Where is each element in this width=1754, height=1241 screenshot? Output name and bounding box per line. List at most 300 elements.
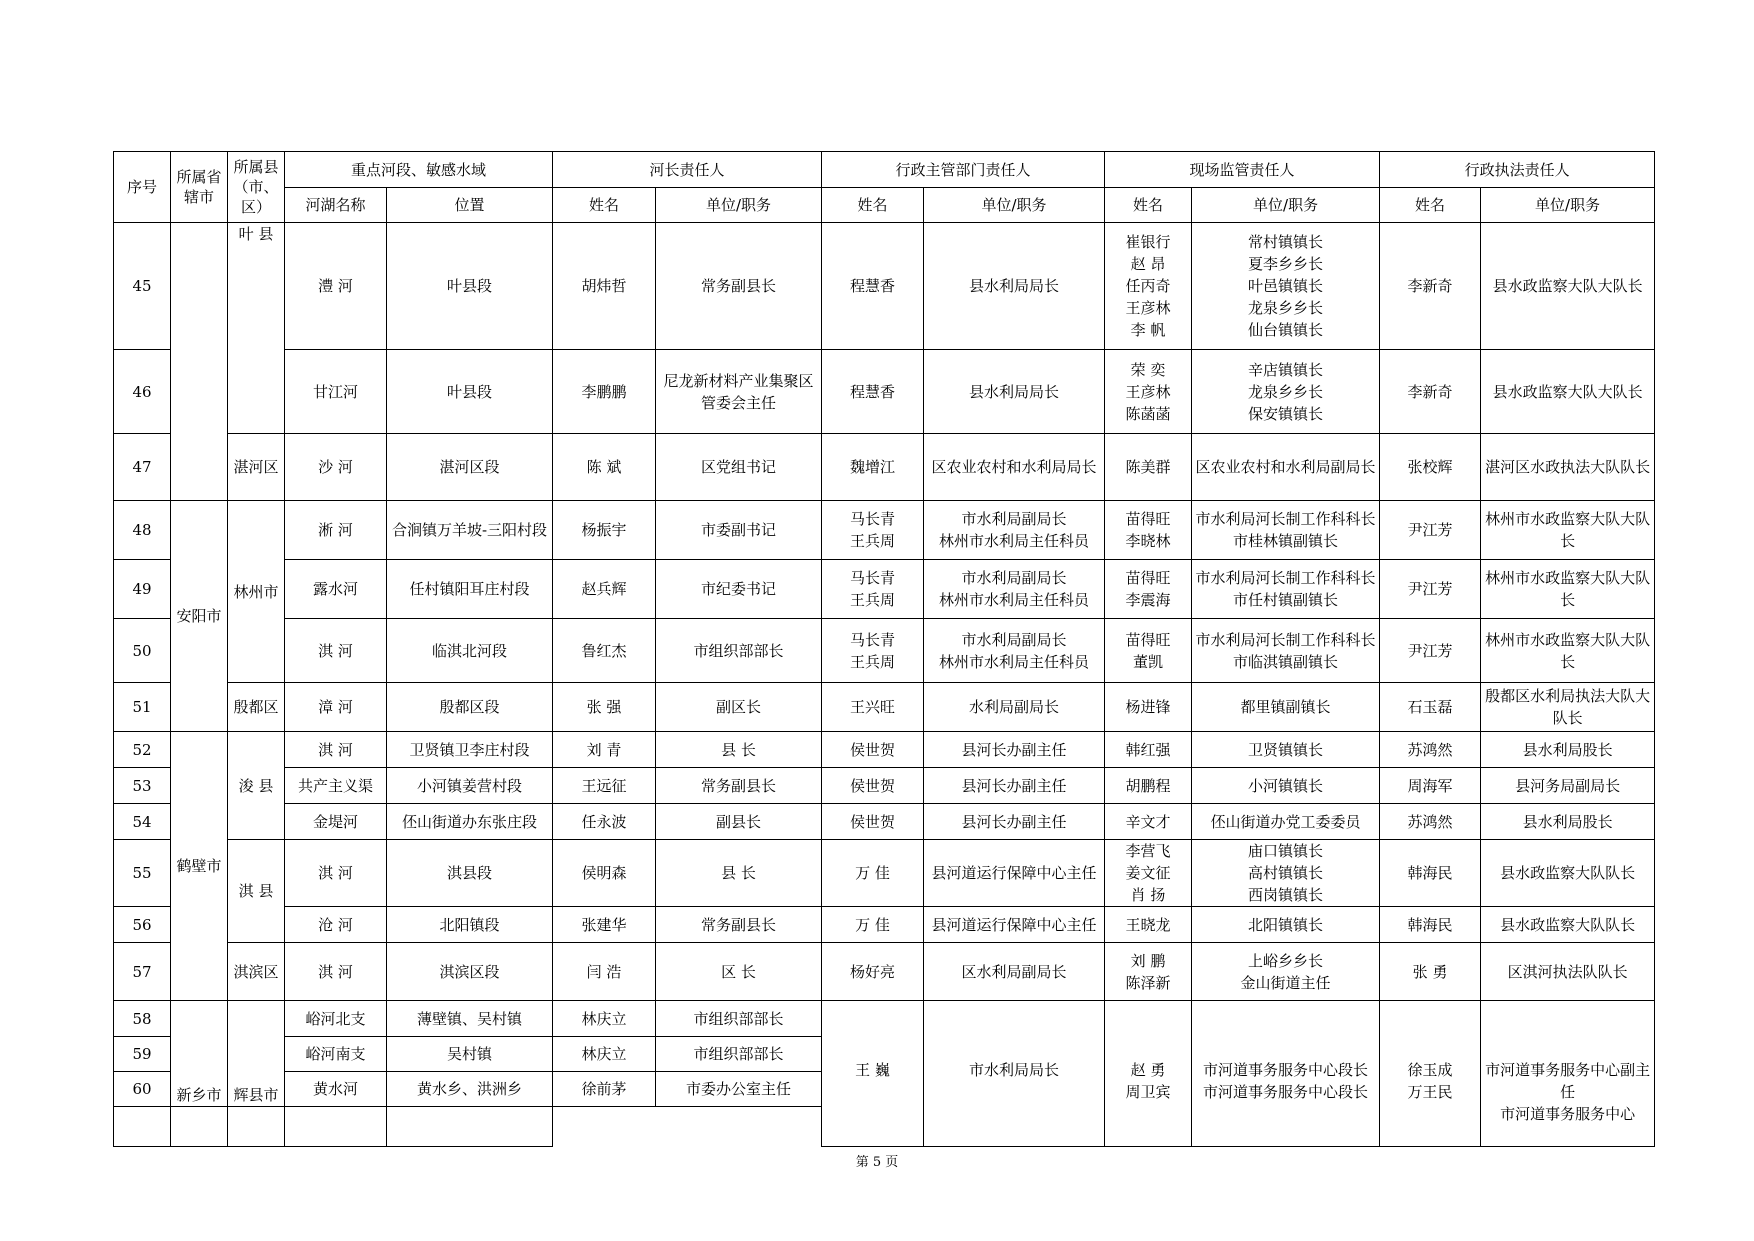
supervision-post-cell-text: 辛店镇镇长 龙泉乡乡长 保安镇镇长 [1248,360,1324,423]
chief-name-cell-text: 任永波 [581,812,627,831]
river-chief-table-sheet [113,151,1654,1123]
location-cell-text: 湛河区段 [439,458,500,476]
chief-post-cell-text: 市委副书记 [701,521,777,539]
chief-post-cell [656,840,822,907]
table-row [114,683,1655,732]
chief-name-cell [553,1001,656,1037]
location-cell-text: 叶县段 [447,277,493,295]
table-row [114,907,1655,943]
supervision-name-cell-text: 刘 鹏 陈泽新 [1125,951,1171,992]
city-cell-xinxiang-text: 新乡市 [176,1086,222,1104]
row-seq-text: 46 [132,382,152,401]
admin-post-cell-text: 县水利局局长 [969,277,1060,295]
admin-post-cell [924,907,1105,943]
enforcement-name-cell-shared-text: 徐玉成 万王民 [1407,1061,1453,1101]
row-seq [114,434,171,501]
chief-post-cell-text: 市纪委书记 [701,580,777,598]
river-name-cell [285,907,387,943]
supervision-post-cell [1192,501,1380,560]
row-seq-text: 53 [132,776,152,795]
city-cell-blank [171,223,228,501]
river-name-cell-text: 露水河 [312,580,358,598]
row-seq-text: 58 [132,1009,152,1028]
location-cell [387,434,553,501]
enforcement-post-cell-text: 县河务局副局长 [1515,776,1621,795]
county-cell-jun [228,732,285,840]
supervision-post-cell-text: 伾山街道办党工委委员 [1210,812,1361,831]
table-row [114,350,1655,434]
table-row [114,943,1655,1001]
chief-name-cell-text: 鲁红杰 [581,641,627,660]
location-cell [387,1072,553,1107]
county-cell-qi-text: 淇 县 [238,882,274,900]
admin-name-cell [822,434,924,501]
admin-post-cell-text: 市水利局副局长 林州市水利局主任科员 [939,630,1090,671]
location-cell-text: 淇滨区段 [439,962,500,981]
enforcement-name-cell [1380,560,1481,619]
location-cell [387,943,553,1001]
chief-name-cell [553,907,656,943]
enforcement-name-cell-text: 李新奇 [1407,382,1453,401]
chief-post-cell [656,350,822,434]
enforcement-name-cell-text: 石玉磊 [1407,698,1453,716]
enforcement-name-cell-text: 张 勇 [1412,962,1448,981]
col-header-chief-post: 单位/职务 [656,188,822,223]
river-name-cell-text: 澧 河 [318,277,353,295]
chief-name-cell-text: 刘 青 [586,740,622,759]
county-cell-zhanhe [228,434,285,501]
location-cell [387,560,553,619]
chief-post-cell [656,434,822,501]
enforcement-name-cell-text: 周海军 [1407,776,1453,795]
chief-name-cell [553,683,656,732]
county-cell-linzhou-text: 林州市 [233,582,279,601]
admin-post-cell-text: 县河长办副主任 [961,776,1067,795]
chief-name-cell-text: 李鹏鹏 [581,382,627,401]
chief-post-cell [656,907,822,943]
col-header-enforcement: 行政执法责任人 [1380,152,1655,188]
enforcement-post-cell-text: 殷都区水利局执法大队大队长 [1485,687,1651,727]
supervision-name-cell-shared-text: 赵 勇 周卫宾 [1125,1061,1171,1101]
county-cell-qi [228,840,285,943]
location-cell [387,768,553,804]
admin-post-cell-text: 县河道运行保障中心主任 [931,915,1097,934]
chief-name-cell-text: 赵兵辉 [581,580,627,598]
location-cell [387,907,553,943]
admin-name-cell [822,907,924,943]
supervision-name-cell [1105,840,1192,907]
city-cell-anyang-text: 安阳市 [176,607,222,625]
chief-post-cell-text: 市组织部部长 [693,1009,784,1028]
supervision-name-cell [1105,804,1192,840]
admin-name-cell-text: 万 佳 [855,915,890,934]
admin-name-cell-text: 程慧香 [850,277,896,295]
supervision-name-cell-text: 陈美群 [1125,458,1171,476]
river-name-cell [285,434,387,501]
supervision-name-cell [1105,350,1192,434]
supervision-name-cell-text: 李营飞 姜文征 肖 扬 [1125,842,1171,904]
enforcement-post-cell-text: 县水政监察大队队长 [1500,915,1636,934]
row-seq-text: 48 [132,521,152,539]
supervision-post-cell [1192,768,1380,804]
enforcement-post-cell [1481,223,1655,350]
location-empty [228,1107,285,1147]
row-seq [114,619,171,683]
river-name-cell [285,1037,387,1072]
river-name-cell [285,804,387,840]
chief-name-cell-text: 杨振宇 [581,521,627,539]
location-cell-text: 伾山街道办东张庄段 [402,812,538,831]
chief-name-cell [553,619,656,683]
county-cell-linzhou [228,501,285,683]
supervision-post-cell-text: 庙口镇镇长 高村镇镇长 西岗镇镇长 [1248,842,1324,904]
location-cell-text: 北阳镇段 [439,915,500,934]
chief-post-cell [656,1037,822,1072]
river-name-cell [285,1001,387,1037]
city-cell-hebi-text: 鹤壁市 [176,857,222,875]
admin-post-cell-text: 水利局副局长 [969,698,1060,716]
chief-post-cell-text: 区 长 [721,962,756,981]
chief-post-cell [656,732,822,768]
supervision-post-cell [1192,907,1380,943]
row-seq-text: 49 [132,580,152,598]
chief-name-empty [285,1107,387,1147]
admin-name-cell [822,560,924,619]
chief-post-cell-text: 常务副县长 [701,277,777,295]
supervision-name-cell-text: 崔银行 赵 昂 任丙奇 王彦林 李 帆 [1125,233,1171,339]
row-seq-text: 59 [132,1045,152,1063]
city-cell-xinxiang [171,1001,228,1107]
location-cell-text: 吴村镇 [447,1045,493,1063]
admin-post-cell [924,683,1105,732]
location-cell-text: 薄壁镇、吴村镇 [417,1009,523,1028]
row-seq-text: 52 [132,740,152,759]
col-header-sup-post: 单位/职务 [1192,188,1380,223]
col-header-enf-post: 单位/职务 [1481,188,1655,223]
chief-post-cell [656,619,822,683]
admin-name-cell-text: 侯世贺 [850,812,896,831]
admin-post-cell [924,434,1105,501]
county-cell-jun-text: 浚 县 [238,776,274,795]
enforcement-post-cell-text: 区淇河执法队队长 [1507,962,1628,981]
row-seq [114,560,171,619]
river-name-cell-text: 淅 河 [318,521,353,539]
admin-name-cell-text: 侯世贺 [850,740,896,759]
chief-post-cell [656,1001,822,1037]
admin-post-cell [924,501,1105,560]
admin-post-cell [924,560,1105,619]
col-header-river-name: 河湖名称 [285,188,387,223]
enforcement-post-cell [1481,804,1655,840]
chief-name-cell [553,732,656,768]
enforcement-name-cell [1380,434,1481,501]
supervision-post-cell-text: 北阳镇镇长 [1248,915,1324,934]
chief-name-cell-text: 陈 斌 [586,458,622,476]
admin-name-cell [822,943,924,1001]
row-seq [114,223,171,350]
chief-name-cell [553,768,656,804]
supervision-name-cell [1105,619,1192,683]
col-header-admin-post: 单位/职务 [924,188,1105,223]
river-name-cell-text: 共产主义渠 [297,776,373,795]
supervision-post-cell-shared-text: 市河道事务服务中心段长 市河道事务服务中心段长 [1203,1061,1369,1101]
enforcement-post-cell [1481,907,1655,943]
county-cell-huixian-text: 辉县市 [233,1086,279,1104]
admin-post-cell-text: 市水利局副局长 林州市水利局主任科员 [939,510,1090,550]
admin-name-cell-text: 马长青 王兵周 [850,630,896,671]
row-seq [114,350,171,434]
city-cell-anyang [171,501,228,732]
river-name-cell [285,840,387,907]
enforcement-name-cell-text: 尹江芳 [1407,521,1453,539]
chief-name-cell [553,840,656,907]
admin-post-cell [924,943,1105,1001]
chief-post-cell [656,943,822,1001]
county-cell-zhanhe-text: 湛河区 [233,458,279,476]
supervision-name-cell-text: 王晓龙 [1125,915,1171,934]
enforcement-name-cell-text: 韩海民 [1407,915,1453,934]
row-seq [114,907,171,943]
enforcement-post-cell [1481,943,1655,1001]
row-seq [114,1001,171,1037]
supervision-name-cell [1105,501,1192,560]
admin-post-cell-text: 县河道运行保障中心主任 [931,864,1097,882]
chief-name-cell [553,1037,656,1072]
enforcement-name-cell-text: 尹江芳 [1407,641,1453,660]
chief-post-cell [656,804,822,840]
county-cell-yindu [228,683,285,732]
chief-post-cell-text: 县 长 [721,740,756,759]
enforcement-name-cell [1380,907,1481,943]
county-cell-ye [228,223,285,434]
location-cell-text: 黄水乡、洪洲乡 [417,1080,523,1098]
row-seq [114,1037,171,1072]
chief-post-cell [656,683,822,732]
admin-post-cell [924,619,1105,683]
table-row [114,840,1655,907]
supervision-post-cell [1192,619,1380,683]
admin-name-cell [822,768,924,804]
river-name-cell [285,560,387,619]
chief-name-cell-text: 胡炜哲 [581,277,627,295]
enforcement-post-cell [1481,732,1655,768]
river-name-cell-text: 淇 河 [318,864,353,882]
admin-post-cell-text: 县河长办副主任 [961,812,1067,831]
chief-post-cell [656,501,822,560]
river-name-cell-text: 淇 河 [318,641,353,660]
enforcement-post-cell-text: 林州市水政监察大队大队长 [1485,510,1651,550]
enforcement-name-cell [1380,683,1481,732]
supervision-name-cell [1105,560,1192,619]
enforcement-post-cell-text: 县水利局股长 [1522,740,1613,759]
chief-name-cell [553,223,656,350]
supervision-name-cell [1105,683,1192,732]
supervision-post-cell [1192,434,1380,501]
supervision-name-cell-text: 辛文才 [1125,812,1171,831]
location-cell-text: 卫贤镇卫李庄村段 [409,740,530,759]
river-name-cell-text: 甘江河 [312,382,358,401]
supervision-post-cell-text: 市水利局河长制工作科科长 市临淇镇副镇长 [1195,630,1376,671]
supervision-name-cell-text: 杨进锋 [1125,698,1171,716]
location-cell-text: 任村镇阳耳庄村段 [409,580,530,598]
supervision-name-cell [1105,732,1192,768]
supervision-name-cell [1105,223,1192,350]
location-cell [387,619,553,683]
supervision-post-cell [1192,840,1380,907]
city-cell-hebi [171,732,228,1001]
supervision-name-cell-shared [1105,1001,1192,1147]
admin-post-cell [924,223,1105,350]
supervision-post-cell [1192,804,1380,840]
river-name-cell-text: 峪河南支 [305,1045,366,1063]
river-name-cell [285,683,387,732]
river-name-cell [285,501,387,560]
row-seq-text: 57 [132,962,152,981]
supervision-name-cell-text: 苗得旺 李晓林 [1125,510,1171,550]
river-name-empty [171,1107,228,1147]
supervision-post-cell-text: 市水利局河长制工作科科长 市桂林镇副镇长 [1195,510,1376,550]
location-cell-text: 小河镇姜营村段 [417,776,523,795]
chief-post-cell-text: 市组织部部长 [693,1045,784,1063]
admin-post-cell-text: 区农业农村和水利局局长 [931,458,1097,476]
river-name-cell [285,619,387,683]
location-cell [387,1001,553,1037]
row-seq [114,840,171,907]
chief-name-cell [553,1072,656,1107]
row-seq-text: 60 [132,1080,152,1098]
admin-post-cell [924,350,1105,434]
supervision-post-cell-shared [1192,1001,1380,1147]
location-cell-text: 合涧镇万羊坡-三阳村段 [391,521,548,539]
chief-post-cell-text: 常务副县长 [701,915,777,934]
supervision-post-cell [1192,943,1380,1001]
enforcement-name-cell [1380,804,1481,840]
location-cell [387,350,553,434]
chief-name-cell-text: 张 强 [586,698,622,716]
enforcement-name-cell [1380,943,1481,1001]
location-cell [387,223,553,350]
enforcement-name-cell-shared [1380,1001,1481,1147]
supervision-name-cell-text: 荣 奕 王彦林 陈菡菡 [1125,360,1171,423]
admin-name-cell-text: 马长青 王兵周 [850,510,896,550]
chief-post-cell [656,223,822,350]
col-header-enf-name: 姓名 [1380,188,1481,223]
chief-post-cell-text: 尼龙新材料产业集聚区管委会主任 [663,371,814,412]
chief-post-cell-text: 区党组书记 [701,458,777,476]
row-seq-empty [114,1107,171,1147]
chief-name-cell-text: 徐前茅 [581,1080,627,1098]
col-header-city: 所属省辖市 [171,152,228,223]
chief-name-cell [553,804,656,840]
river-name-cell [285,350,387,434]
location-cell [387,804,553,840]
supervision-post-cell-text: 卫贤镇镇长 [1248,740,1324,759]
enforcement-post-cell-text: 县水政监察大队大队长 [1492,277,1643,295]
row-seq [114,1072,171,1107]
chief-post-cell-text: 副县长 [716,812,762,831]
table-body [114,223,1655,1147]
admin-name-cell-text: 魏增江 [850,458,896,476]
chief-post-cell-text: 副区长 [716,698,762,716]
col-header-chief-name: 姓名 [553,188,656,223]
river-name-cell-text: 峪河北支 [305,1009,366,1028]
enforcement-name-cell-text: 张校辉 [1407,458,1453,476]
enforcement-post-cell-shared [1481,1001,1655,1147]
enforcement-post-cell [1481,683,1655,732]
admin-post-cell [924,804,1105,840]
county-cell-huixian [228,1001,285,1107]
location-cell-text: 殷都区段 [439,698,500,716]
enforcement-post-cell [1481,560,1655,619]
county-cell-qibin-text: 淇滨区 [233,962,279,981]
col-header-location: 位置 [387,188,553,223]
supervision-name-cell [1105,768,1192,804]
enforcement-name-cell [1380,350,1481,434]
row-seq-text: 54 [132,812,152,831]
col-header-supervision: 现场监管责任人 [1105,152,1380,188]
enforcement-post-cell-text: 林州市水政监察大队大队长 [1485,569,1651,609]
location-cell-text: 淇县段 [447,864,493,882]
admin-name-cell-shared [822,1001,924,1147]
enforcement-post-cell-text: 林州市水政监察大队大队长 [1485,630,1651,671]
admin-post-cell-text: 市水利局副局长 林州市水利局主任科员 [939,569,1090,609]
enforcement-post-cell-text: 湛河区水政执法大队队长 [1485,458,1651,476]
supervision-post-cell-text: 上峪乡乡长 金山街道主任 [1240,951,1331,992]
location-cell-text: 临淇北河段 [432,641,508,660]
river-chief-table [113,151,1655,1147]
chief-post-cell-text: 市委办公室主任 [686,1080,792,1098]
river-name-cell [285,943,387,1001]
row-seq-text: 51 [132,698,152,716]
table-row [114,434,1655,501]
admin-post-cell-text: 县河长办副主任 [961,740,1067,759]
col-header-county: 所属县（市、区） [228,152,285,223]
table-row [114,1001,1655,1037]
river-name-cell [285,1072,387,1107]
header-row-2 [114,188,1655,223]
chief-name-cell-text: 张建华 [581,915,627,934]
admin-name-cell-text: 侯世贺 [850,776,896,795]
supervision-post-cell [1192,732,1380,768]
river-name-cell-text: 漳 河 [318,698,353,716]
chief-name-cell [553,434,656,501]
enforcement-post-cell-text: 县水利局股长 [1522,812,1613,831]
row-seq-text: 47 [132,458,152,476]
table-row [114,501,1655,560]
enforcement-name-cell-text: 苏鸿然 [1407,812,1453,831]
table-row [114,619,1655,683]
row-seq-text: 50 [132,641,152,660]
chief-post-cell [656,1072,822,1107]
chief-name-cell [553,350,656,434]
col-header-chief: 河长责任人 [553,152,822,188]
enforcement-name-cell [1380,619,1481,683]
admin-post-cell-shared [924,1001,1105,1147]
chief-post-cell-text: 县 长 [721,864,756,882]
row-seq [114,683,171,732]
county-cell-yindu-text: 殷都区 [233,698,279,716]
chief-post-cell-text: 市组织部部长 [693,641,784,660]
row-seq-text: 56 [132,915,152,934]
supervision-post-cell [1192,223,1380,350]
admin-post-cell-shared-text: 市水利局局长 [969,1061,1060,1079]
location-cell [387,840,553,907]
admin-name-cell [822,223,924,350]
table-row [114,223,1655,350]
river-name-cell-text: 黄水河 [312,1080,358,1098]
supervision-name-cell-text: 苗得旺 董凯 [1125,630,1171,671]
enforcement-name-cell [1380,840,1481,907]
